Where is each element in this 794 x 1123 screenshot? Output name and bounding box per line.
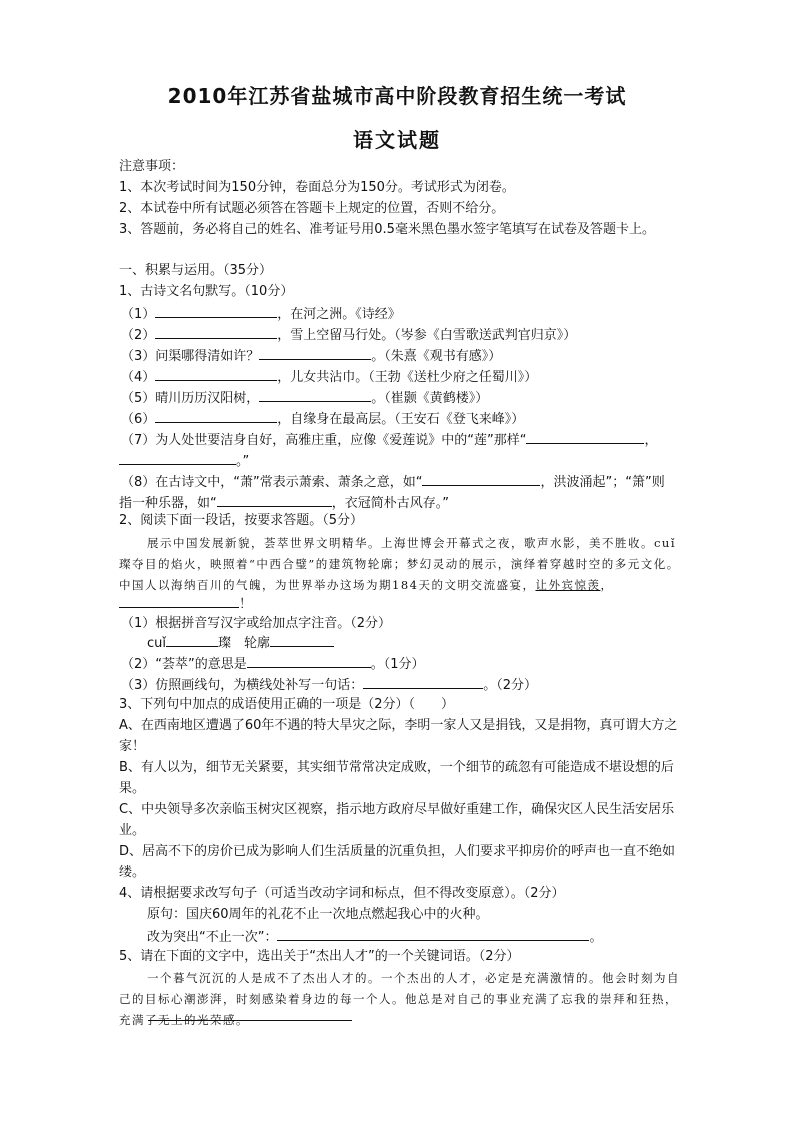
option-b-cont: 果。	[119, 781, 146, 796]
answer-blank[interactable]	[166, 633, 218, 647]
poem-item-8-cont	[119, 493, 449, 513]
answer-blank[interactable]	[247, 654, 371, 668]
original-sentence: 原句：国庆60周年的礼花不止一次地点燃起我心中的火种。	[147, 907, 489, 922]
sub-question-1-answer	[147, 633, 334, 653]
poem-item-1	[121, 304, 401, 324]
item-text: 。	[589, 930, 603, 945]
passage-text: 中国人以海纳百川的气魄，为世界举办这场为期184天的文明交流盛宴，	[119, 578, 536, 592]
item-text: 。（崔颢《黄鹤楼》）	[371, 391, 489, 406]
poem-item-3	[121, 346, 501, 366]
item-text: （3）问渠哪得清如许？	[121, 349, 260, 364]
answer-blank[interactable]	[155, 304, 277, 318]
answer-blank[interactable]	[526, 430, 644, 444]
poem-item-7	[121, 430, 658, 450]
question-heading: 1、古诗文名句默写。（10分）	[119, 284, 294, 299]
item-text: ，儿女共沾巾。（王勃《送杜少府之任蜀川》）	[277, 370, 538, 385]
notice-item: 1、本次考试时间为150分钟，卷面总分为150分。考试形式为闭卷。	[119, 180, 515, 195]
item-text: 指一种乐器，如“	[119, 496, 217, 511]
answer-blank[interactable]	[277, 927, 589, 941]
item-text: ，衣冠简朴古风存。”	[331, 496, 449, 511]
poem-item-5	[121, 388, 488, 408]
sub-question-1: （1）根据拼音写汉字或给加点字注音。（2分）	[121, 616, 392, 631]
passage-line: 璨夺目的焰火，映照着“中西合璧”的建筑物轮廓；梦幻灵动的展示，演绎着穿越时空的多元文化。	[119, 557, 680, 571]
question-heading: 5、请在下面的文字中，选出关于“杰出人才”的一个关键词语。（2分）	[119, 949, 520, 964]
passage-line: 己的目标心潮澎湃，时刻感染着身边的每一个人。他总是对自己的事业充满了忘我的崇拜和狂热，	[119, 992, 678, 1006]
notice-item: 2、本试卷中所有试题必须答在答题卡上规定的位置，否则不给分。	[119, 201, 505, 216]
option-c: C、中央领导多次亲临玉树灾区视察，指示地方政府尽早做好重建工作，确保灾区人民生活安居乐	[119, 802, 675, 817]
item-text: 璨 轮廓	[218, 636, 271, 651]
answer-line[interactable]	[148, 1020, 352, 1021]
option-d: D、居高不下的房价已成为影响人们生活质量的沉重负担，人们要求平抑房价的呼声也一直不绝如	[119, 844, 676, 859]
answer-blank[interactable]	[217, 493, 332, 507]
answer-blank[interactable]	[422, 472, 540, 486]
answer-blank[interactable]	[119, 451, 236, 465]
sub-question-3	[121, 675, 537, 695]
answer-blank[interactable]	[270, 633, 334, 647]
answer-blank[interactable]	[259, 346, 371, 360]
item-text: ，雪上空留马行处。（岑参《白雪歌送武判官归京》）	[277, 328, 577, 343]
exam-title: 2010年江苏省盐城市高中阶段教育招生统一考试	[167, 84, 627, 108]
notice-item: 3、答题前，务必将自己的姓名、准考证号用0.5毫米黑色墨水签字笔填写在试卷及答题卡上。	[119, 222, 655, 237]
item-text: （1）	[121, 307, 156, 322]
passage-line	[119, 594, 252, 614]
item-text: （4）	[121, 370, 156, 385]
option-b: B、有人以为，细节无关紧要，其实细节常常决定成败，一个细节的疏忽有可能造成不堪设想的后	[119, 760, 674, 775]
item-text: （8）在古诗文中，“萧”常表示萧索、萧条之意，如“	[121, 475, 423, 490]
answer-blank[interactable]	[363, 675, 483, 689]
passage-text: ！	[239, 597, 253, 612]
item-text: ，洪波涌起”；“箫”则	[540, 475, 665, 490]
option-a-cont: 家！	[119, 739, 146, 754]
item-text: 。（2分）	[483, 678, 538, 693]
poem-item-2	[121, 325, 576, 345]
passage-line: 展示中国发展新貌，荟萃世界文明精华。上海世博会开幕式之夜，歌声水影，美不胜收。cuǐ	[147, 536, 677, 550]
answer-blank[interactable]	[155, 409, 277, 423]
answer-blank[interactable]	[155, 367, 277, 381]
option-a: A、在西南地区遭遇了60年不遇的特大旱灾之际，李明一家人又是捐钱，又是捐物，真可谓大方之	[119, 718, 678, 733]
item-text: ，在河之洲。《诗经》	[277, 307, 401, 322]
passage-line: 充满了无上的光荣感。	[119, 1013, 249, 1027]
item-text: 。（朱熹《观书有感》）	[371, 349, 502, 364]
item-text: 。（1分）	[370, 657, 425, 672]
poem-item-6	[121, 409, 524, 429]
item-text: ，自缘身在最高层。（王安石《登飞来峰》）	[277, 412, 525, 427]
answer-blank[interactable]	[259, 388, 371, 402]
rewrite-line	[147, 927, 603, 947]
answer-blank[interactable]	[119, 594, 239, 608]
item-text: 。”	[236, 454, 250, 469]
option-d-cont: 缕。	[119, 865, 146, 880]
item-text: （3）仿照画线句，为横线处补写一句话：	[121, 678, 364, 693]
item-text: （2）	[121, 328, 156, 343]
section-heading: 一、积累与运用。（35分）	[119, 263, 273, 278]
answer-blank[interactable]	[155, 325, 277, 339]
item-text: ，	[644, 433, 658, 448]
poem-item-4	[121, 367, 537, 387]
item-text: （7）为人处世要洁身自好，高雅庄重，应像《爱莲说》中的“莲”那样“	[121, 433, 527, 448]
item-text: （6）	[121, 412, 156, 427]
question-heading: 2、阅读下面一段话，按要求答题。（5分）	[119, 513, 364, 528]
option-c-cont: 业。	[119, 823, 146, 838]
poem-item-7-cont	[119, 451, 249, 471]
underlined-sentence: 让外宾惊羡	[535, 578, 601, 592]
item-text: 改为突出“不止一次”：	[147, 930, 278, 945]
pinyin: cuǐ	[147, 636, 166, 651]
question-heading: 3、下列句中加点的成语使用正确的一项是（2分）（ ）	[119, 697, 455, 712]
question-heading: 4、请根据要求改写句子（可适当改动字词和标点，但不得改变原意）。（2分）	[119, 886, 565, 901]
passage-text: ，	[600, 578, 614, 592]
item-text: （5）晴川历历汉阳树，	[121, 391, 260, 406]
sub-question-2	[121, 654, 425, 674]
exam-subtitle: 语文试题	[353, 128, 441, 152]
passage-line	[119, 576, 613, 594]
passage-line: 一个暮气沉沉的人是成不了杰出人才的。一个杰出的人才，必定是充满激情的。他会时刻为自	[147, 971, 680, 985]
item-text: （2）“荟萃”的意思是	[121, 657, 247, 672]
poem-item-8	[121, 472, 665, 492]
notice-heading: 注意事项：	[119, 159, 185, 174]
